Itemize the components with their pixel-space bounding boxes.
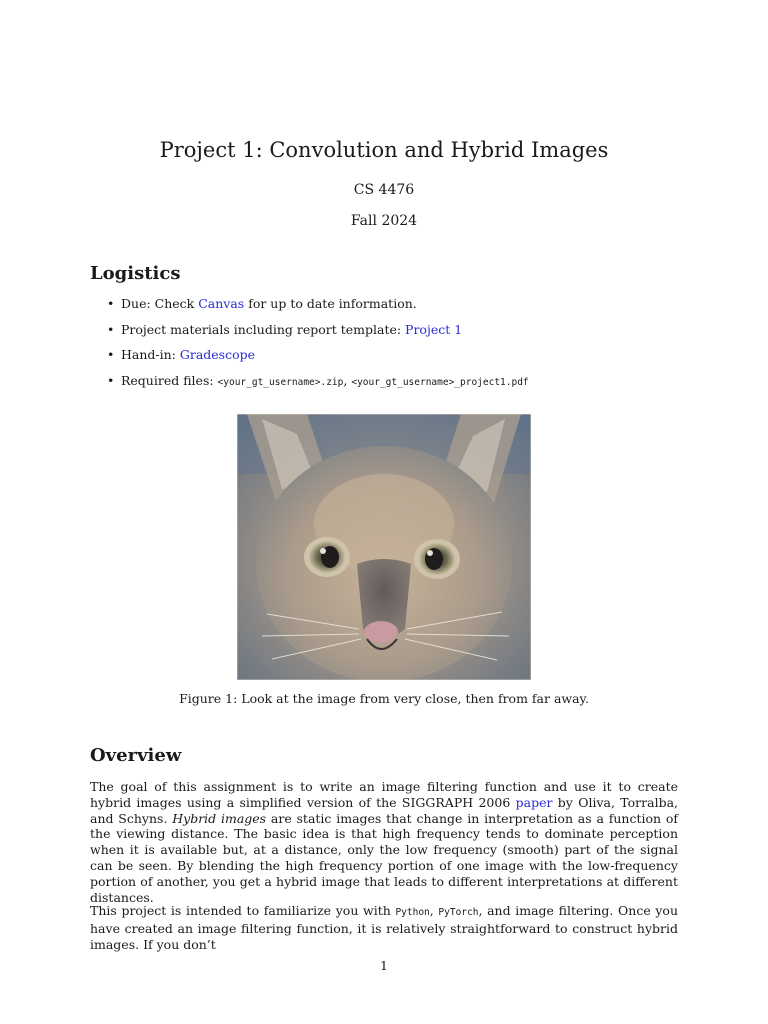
- canvas-link[interactable]: Canvas: [198, 296, 245, 311]
- bullet-icon: •: [107, 372, 115, 388]
- bullet-icon: •: [107, 296, 115, 311]
- pytorch-code-term: PyTorch: [438, 907, 479, 918]
- figure-caption: Figure 1: Look at the image from very close, then from far away.: [179, 691, 589, 706]
- logistics-item-required-files: • Required files: <your_gt_username>.zip, <your_gt_username>_project1.pdf: [107, 372, 529, 388]
- zip-filename: <your_gt_username>.zip: [217, 376, 344, 388]
- bullet-icon: •: [107, 347, 115, 362]
- logistics-item-handin: • Hand-in: Gradescope: [107, 347, 256, 362]
- pdf-filename: <your_gt_username>_project1.pdf: [351, 376, 529, 388]
- overview-paragraph-1: The goal of this assignment is to write an image filtering function and use it to create hybrid images using a simplified version of the SIGGRAPH 2006 paper by Oliva, Torralba, and Schyns. Hybrid images are static images that change in interpretation as a function of the viewing distance. The basic idea is that high frequency tends to dominate perception when it is available but, at a distance, only the low frequency (smooth) part of the signal can be seen. By blending the high frequency portion of one image with the low-frequency portion of another, you get a hybrid image that leads to different interpretations at different distances.: [90, 779, 678, 905]
- term: Fall 2024: [350, 213, 418, 229]
- overview-paragraph-2: This project is intended to familiarize you with Python, PyTorch, and image filtering. Once you have created an image filtering function, it is relatively straightforward to construct hybrid images. If you don’t: [90, 903, 679, 952]
- page-number: 1: [380, 958, 388, 973]
- cat-face-illustration: [237, 414, 531, 680]
- logistics-item-materials: • Project materials including report template: Project 1: [107, 321, 463, 337]
- hybrid-images-term: Hybrid images: [172, 810, 267, 826]
- bullet-icon: •: [107, 321, 115, 337]
- logistics-list: [90, 296, 529, 398]
- hybrid-cat-image: [237, 414, 531, 680]
- project-1-link[interactable]: Project 1: [405, 321, 463, 337]
- paper-link[interactable]: paper: [515, 794, 553, 810]
- logistics-item-due: • Due: Check Canvas for up to date information.: [107, 296, 417, 311]
- logistics-heading: Logistics: [90, 263, 181, 284]
- course-number: CS 4476: [353, 182, 415, 198]
- gradescope-link[interactable]: Gradescope: [179, 347, 256, 362]
- python-code-term: Python: [395, 907, 430, 918]
- document-title: Project 1: Convolution and Hybrid Images: [159, 138, 609, 162]
- overview-heading: Overview: [90, 745, 182, 766]
